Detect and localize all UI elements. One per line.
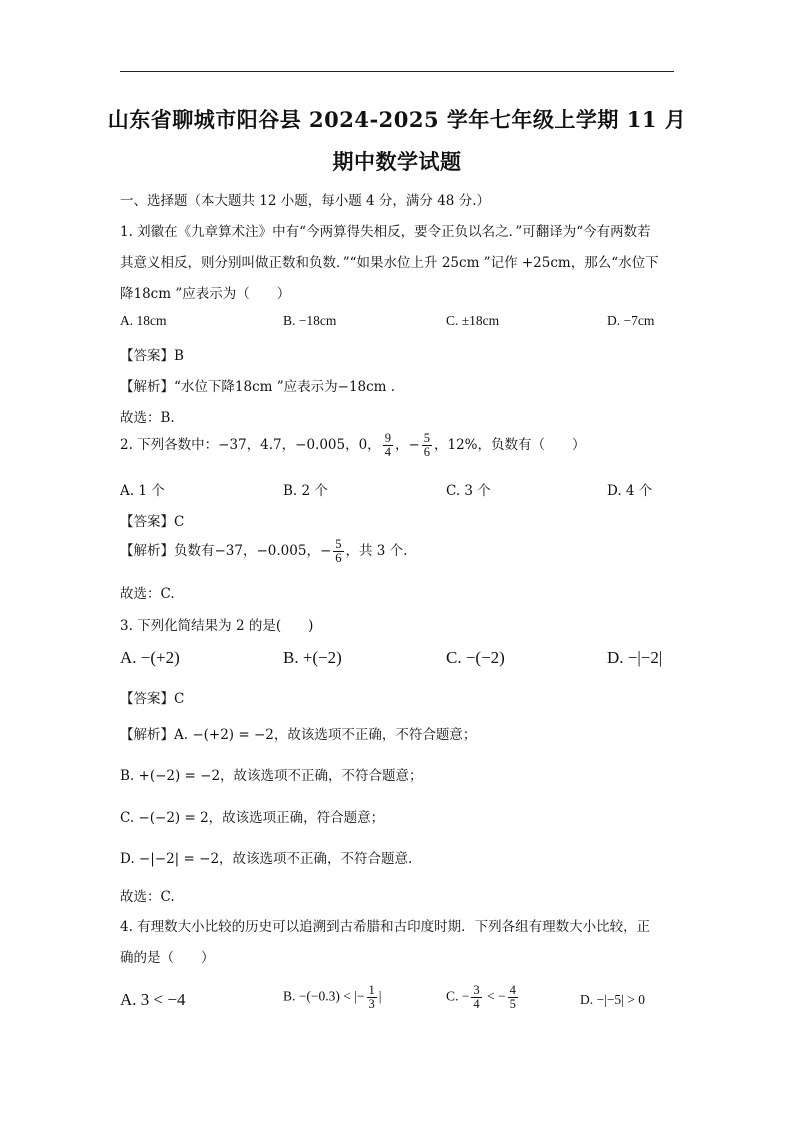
q2-fraction-9-4 xyxy=(383,432,393,459)
q4-optc-start: C. − xyxy=(446,988,470,1004)
q2-afrac-den: 6 xyxy=(335,551,342,566)
q2-analysis-start: 【解析】负数有−37，−0.005，− xyxy=(120,543,332,560)
q4-option-c xyxy=(446,984,520,1011)
q3-analysis-b: B. +(−2) = −2，故该选项不正确，不符合题意； xyxy=(120,768,423,784)
q2-analysis-fraction xyxy=(333,538,343,565)
q2-option-b: B. 2 个 xyxy=(283,483,328,499)
q1-line3: 降18cm ”应表示为（ ） xyxy=(120,286,291,302)
q4-option-d: D. −|−5| > 0 xyxy=(580,992,645,1007)
q1-option-c: C. ±18cm xyxy=(446,313,500,328)
q3-analysis-a: 【解析】A. −(+2) = −2，故该选项不正确，不符合题意； xyxy=(120,727,477,743)
q2-analysis-end: ，共 3 个. xyxy=(345,543,408,560)
q2-frac2-num: 5 xyxy=(423,431,430,445)
q2-choose: 故选：C. xyxy=(120,586,175,602)
q4-optb-fraction xyxy=(367,984,377,1011)
q2-stem-start: 2. 下列各数中：−37，4.7，−0.005，0， xyxy=(120,437,381,454)
q4-line2: 确的是（ ） xyxy=(120,950,215,966)
q4-optc-den1: 4 xyxy=(473,997,480,1012)
q3-analysis-c: C. −(−2) = 2，故该选项正确，符合题意； xyxy=(120,810,385,826)
q2-option-a: A. 1 个 xyxy=(120,483,165,499)
header-rule xyxy=(120,71,674,72)
q2-option-c: C. 3 个 xyxy=(446,483,491,499)
q3-choose: 故选：C. xyxy=(120,889,175,905)
q2-answer: 【答案】C xyxy=(120,514,185,530)
q4-optc-num2: 4 xyxy=(509,983,516,997)
q3-option-b: B. +(−2) xyxy=(283,648,342,667)
q2-frac1-num: 9 xyxy=(384,431,391,445)
section-heading: 一、选择题（本大题共 12 小题，每小题 4 分，满分 48 分.） xyxy=(120,193,490,209)
q2-fraction-5-6 xyxy=(422,432,432,459)
q1-analysis: 【解析】“水位下降18cm ”应表示为−18cm . xyxy=(120,379,396,395)
q4-optc-num1: 3 xyxy=(473,983,480,997)
q1-option-d: D. −7cm xyxy=(607,313,655,328)
q4-option-b xyxy=(283,984,381,1011)
page-title-line2: 期中数学试题 xyxy=(332,149,462,174)
q4-optc-fraction2 xyxy=(508,984,518,1011)
q2-afrac-num: 5 xyxy=(335,537,342,551)
q2-analysis xyxy=(120,538,407,565)
q1-option-a: A. 18cm xyxy=(120,313,167,328)
q2-frac2-den: 6 xyxy=(423,445,430,460)
q1-option-b: B. −18cm xyxy=(283,313,337,328)
q3-option-d: D. −|−2| xyxy=(607,648,663,667)
q4-optb-num: 1 xyxy=(368,983,375,997)
q2-sep: ，− xyxy=(394,437,420,454)
q4-optc-den2: 5 xyxy=(509,997,516,1012)
q1-answer: 【答案】B xyxy=(120,348,184,364)
q4-line1: 4. 有理数大小比较的历史可以追溯到古希腊和古印度时期．下列各组有理数大小比较，正 xyxy=(120,919,651,935)
q3-analysis-d: D. −|−2| = −2，故该选项不正确，不符合题意. xyxy=(120,851,413,867)
q2-stem-end: ，12%，负数有（ ） xyxy=(434,437,586,454)
q3-option-a: A. −(+2) xyxy=(120,648,180,667)
q4-optc-mid: < − xyxy=(483,988,506,1004)
q4-optb-den: 3 xyxy=(368,997,375,1012)
q4-optb-start: B. −(−0.3) < |− xyxy=(283,988,365,1004)
q2-option-d: D. 4 个 xyxy=(607,483,653,499)
q2-frac1-den: 4 xyxy=(384,445,391,460)
q4-optc-fraction1 xyxy=(471,984,481,1011)
q1-line2: 其意义相反，则分别叫做正数和负数．”“如果水位上升 25cm ”记作 +25cm，那么“水位下 xyxy=(120,255,659,271)
q1-choose: 故选：B. xyxy=(120,410,175,426)
q3-stem: 3. 下列化简结果为 2 的是( ) xyxy=(120,618,314,634)
q2-stem xyxy=(120,432,586,459)
q3-option-c: C. −(−2) xyxy=(446,648,505,667)
q3-answer: 【答案】C xyxy=(120,691,185,707)
q1-line1: 1. 刘徽在《九章算术注》中有“今两算得失相反，要令正负以名之．”可翻译为“今有两数若 xyxy=(120,224,651,240)
q4-option-a: A. 3 < −4 xyxy=(120,990,186,1009)
page-title-line1: 山东省聊城市阳谷县 2024-2025 学年七年级上学期 11 月 xyxy=(107,107,687,132)
q4-optb-end: | xyxy=(378,988,382,1004)
